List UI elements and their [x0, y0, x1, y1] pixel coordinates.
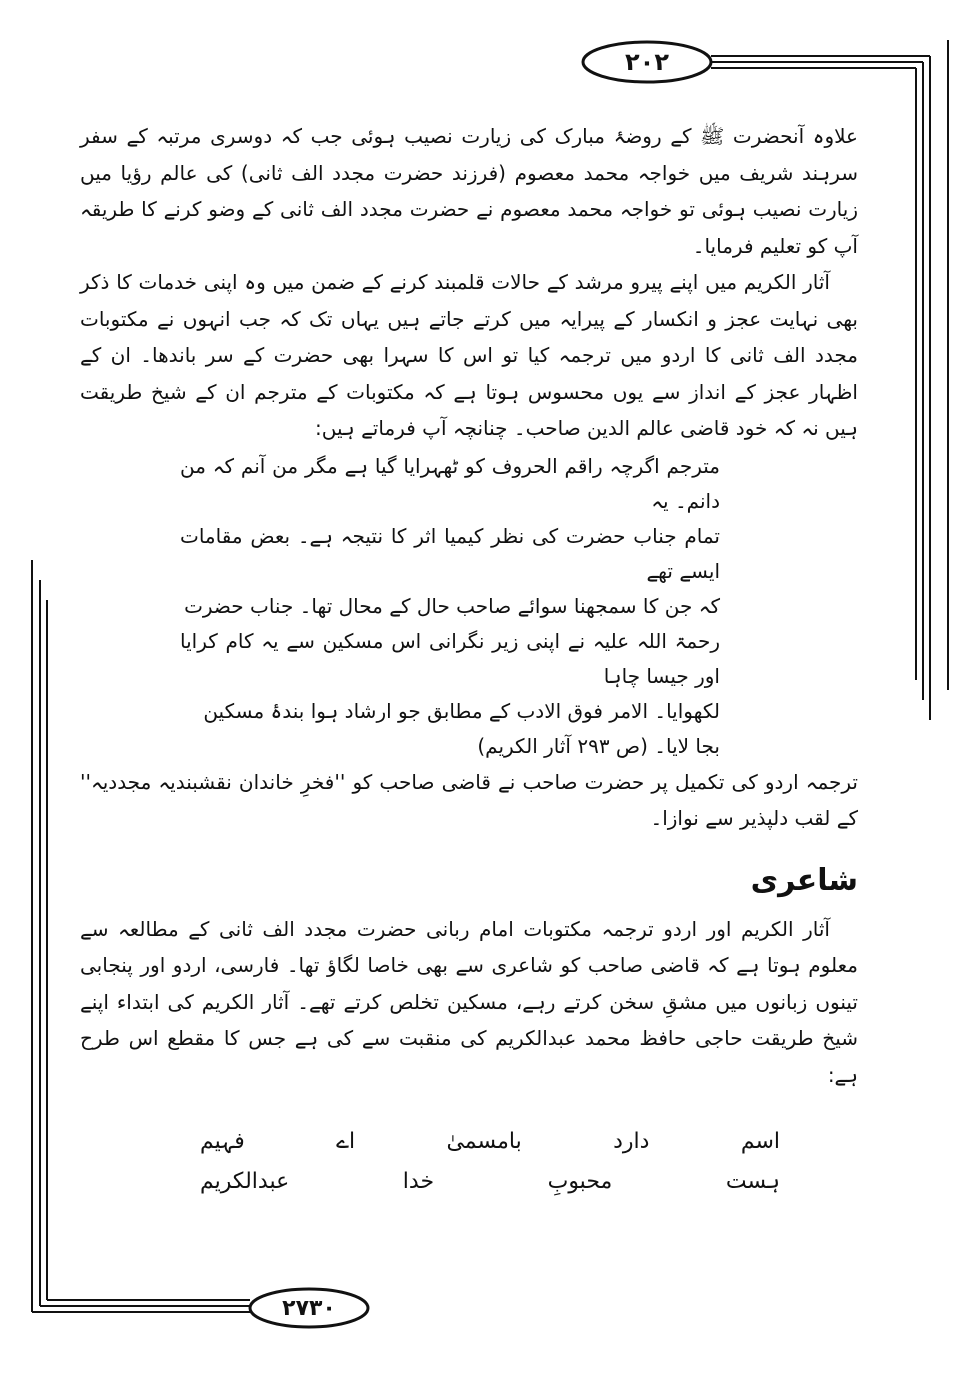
couplet-word: دارد — [613, 1129, 650, 1154]
block-quote — [80, 449, 858, 764]
couplet-word: ہست — [725, 1169, 780, 1194]
page-number-bottom: ۲۷۳۰ — [282, 1295, 336, 1321]
quote-line: بجا لایا۔ (ص ۲۹۳ آثار الکریم) — [477, 733, 720, 758]
quote-line: رحمۃ اللہ علیہ نے اپنی زیر نگرانی اس مسکین سے یہ کام کرایا اور جیسا چاہا — [180, 628, 720, 688]
paragraph-asar-ul-karim: آثار الکریم میں اپنے پیرو مرشد کے حالات قلمبند کرنے کے ضمن میں وہ اپنی خدمات کا ذکر بھی نہایت عجز و انکسار کے پیرایہ میں کرتے جاتے ہیں یہاں تک کہ جب انہوں نے مکتوبات مجدد الف ثانی کا اردو میں ترجمہ کیا تو اس کا سہرا بھی حضرت کے سر باندھا۔ ان کے اظہار عجز کے انداز سے یوں محسوس ہوتا ہے کہ مکتوبات کے مترجم ان کے شیخ طریقت ہیں نہ کہ خود قاضی عالم الدین صاحب۔ چنانچہ آپ فرماتے ہیں: — [80, 270, 858, 440]
couplet-word: اے — [336, 1129, 356, 1154]
quote-line: مترجم اگرچہ راقم الحروف کو ٹھہرایا گیا ہے مگر من آنم کہ من دانم۔ یہ — [180, 453, 720, 513]
quote-line: کہ جن کا سمجھنا سوائے صاحب حال کے محال تھا۔ جناب حضرت — [184, 593, 720, 618]
couplet-word: عبدالکریم — [200, 1169, 290, 1194]
couplet-word: فہیم — [200, 1129, 245, 1154]
couplet-word: بامسمیٰ — [446, 1129, 522, 1154]
persian-couplet — [200, 1122, 780, 1202]
couplet-line-2 — [200, 1162, 780, 1202]
quote-line: لکھوایا۔ الامر فوق الادب کے مطابق جو ارشاد ہوا بندۂ مسکین — [203, 698, 720, 723]
paragraph-rauza-ziyarat: علاوہ آنحضرت ﷺ کے روضۂ مبارک کی زیارت نصیب ہوئی جب کہ دوسری مرتبہ کے سفر سرہند شریف میں خواجہ محمد معصوم (فرزند حضرت مجدد الف ثانی) کی عالم رؤیا میں زیارت نصیب ہوئی تو خواجہ محمد معصوم نے حضرت مجدد الف ثانی کے وضو کرنے کا طریقہ آپ کو تعلیم فرمایا۔ — [80, 124, 858, 258]
couplet-word: اسم — [740, 1129, 780, 1154]
paragraph-shairi: آثار الکریم اور اردو ترجمہ مکتوبات امام ربانی حضرت مجدد الف ثانی کے مطالعہ سے معلوم ہوتا ہے کہ قاضی صاحب کو شاعری سے بھی خاصا لگاؤ تھا۔ فارسی، اردو اور پنجابی تینوں زبانوں میں مشقِ سخن کرتے رہے، مسکین تخلص کرتے تھے۔ آثار الکریم کی ابتداء اپنے شیخ طریقت حاجی حافظ محمد عبدالکریم کی منقبت سے کی ہے جس کا مقطع اس طرح ہے: — [80, 916, 858, 1087]
paragraph-tarjuma-takmeel: ترجمہ اردو کی تکمیل پر حضرت صاحب نے قاضی صاحب کو ''فخرِ خاندان نقشبندیہ مجددیہ'' کے لقب دلپذیر سے نوازا۔ — [80, 769, 858, 830]
quote-line: تمام جناب حضرت کی نظر کیمیا اثر کا نتیجہ ہے۔ بعض مقامات ایسے تھے — [180, 523, 720, 583]
section-heading-shairi: شاعری — [750, 862, 858, 898]
couplet-line-1 — [200, 1122, 780, 1162]
page-number-top: ۲۰۲ — [625, 48, 669, 76]
couplet-word: محبوبِ — [547, 1169, 613, 1194]
article-body — [80, 118, 858, 1093]
couplet-word: خدا — [402, 1169, 435, 1194]
